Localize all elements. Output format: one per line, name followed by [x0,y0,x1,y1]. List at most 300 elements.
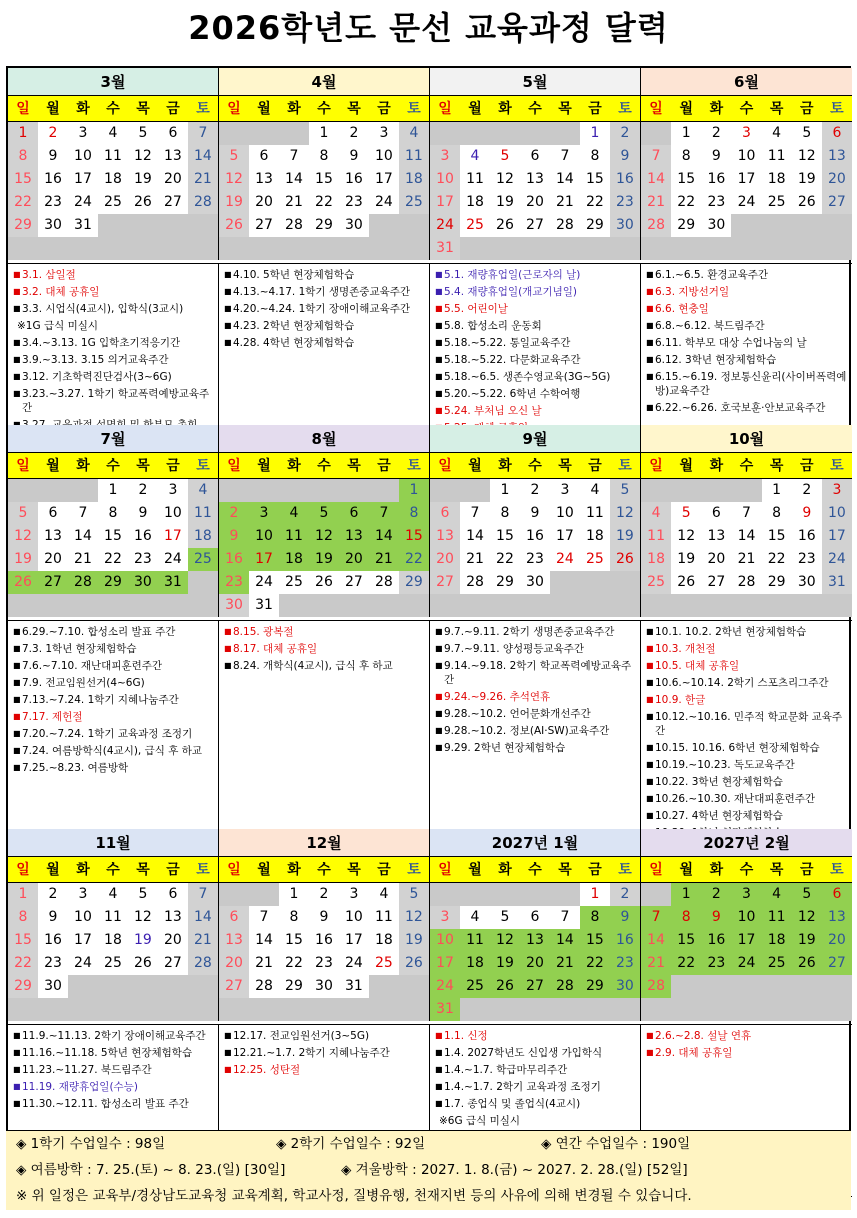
empty-day [68,975,98,998]
event-item: ■ 2.9. 대체 공휴일 [646,1046,848,1060]
event-item: ■ 7.9. 전교임원선거(4~6G) [13,676,214,690]
day-cell: 16 [610,929,640,952]
weekday-label: 금 [166,862,180,878]
event-item: ■ 11.9.~11.13. 2학기 장애이해교육주간 [13,1029,214,1043]
event-item: ■ 10.5. 대체 공휴일 [646,659,848,673]
weekday-label: 월 [468,458,482,474]
empty-day [641,998,671,1021]
day-cell: 18 [188,525,218,548]
day-cell: 30 [707,217,726,233]
day-cell: 7 [470,505,480,521]
event-item: ■ 4.20.~4.24. 1학기 장애이해교육주간 [224,302,425,316]
day-cell: 19 [134,171,152,187]
day-cell: 9 [802,505,812,521]
month-title: 10월 [641,425,852,453]
weekday-label: 목 [347,862,361,878]
event-item: ■ 5.1. 재량휴업일(근로자의 날) [435,268,636,282]
empty-day [731,998,761,1021]
empty-day [158,214,188,237]
month-calendar [641,829,852,1021]
empty-day [731,214,761,237]
empty-day [369,479,399,502]
event-item: ■ 9.7.~9.11. 2학기 생명존중교육주간 [435,625,636,639]
empty-day [792,594,822,617]
day-cell: 17 [556,528,574,544]
day-cell: 26 [315,574,333,590]
day-cell: 4 [590,482,600,498]
day-cell: 3 [249,502,279,525]
day-cell: 9 [319,909,329,925]
empty-day [520,883,550,906]
empty-day [550,998,580,1021]
weekday-label: 목 [347,458,361,474]
day-cell: 1 [319,125,329,141]
day-cell: 31 [255,597,273,613]
day-cell: 16 [44,932,62,948]
day-cell: 16 [345,171,363,187]
day-cell: 19 [496,194,514,210]
day-cell: 15 [315,171,333,187]
month-calendar [641,425,852,617]
weekday-label: 화 [498,862,512,878]
event-item: ■ 7.3. 1학년 현장체험학습 [13,642,214,656]
event-item: ■ 8.17. 대체 공휴일 [224,642,425,656]
weekday-label: 금 [588,458,602,474]
empty-day [580,571,610,594]
day-cell: 7 [369,502,399,525]
weekday-header [219,857,429,883]
month-title: 5월 [430,68,640,96]
day-cell: 8 [772,505,782,521]
summer-vacation: ◈ 여름방학 : 7. 25.(토) ~ 8. 23.(일) [30일] [16,1162,286,1178]
day-cell: 31 [74,217,92,233]
day-cell: 18 [762,929,792,952]
event-item: ■ 6.8.~6.12. 북드림주간 [646,319,848,333]
day-cell: 28 [466,574,484,590]
day-cell: 11 [104,909,122,925]
event-item: ■ 6.15.~6.19. 정보통신윤리(사이버폭력예방)교육주간 [646,370,848,398]
empty-day [399,214,429,237]
day-cell: 3 [822,479,852,502]
event-item: ■ 11.16.~11.18. 5학년 현장체험학습 [13,1046,214,1060]
day-cell: 12 [309,525,339,548]
event-item: ■ 6.29.~7.10. 합성소리 발표 주간 [13,625,214,639]
event-item: ■ 10.1. 10.2. 2학년 현장체험학습 [646,625,848,639]
empty-day [731,237,761,260]
empty-day [731,594,761,617]
day-cell: 7 [560,909,570,925]
empty-day [822,214,852,237]
event-item: ■ 3.2. 대체 공휴일 [13,285,214,299]
event-item: ■ 6.12. 3학년 현장체험학습 [646,353,848,367]
weekday-label: 화 [76,101,90,117]
weekday-label: 토 [196,862,210,878]
annual-days: ◈ 연간 수업일수 : 190일 [541,1136,691,1152]
empty-day [369,214,399,237]
empty-day [158,975,188,998]
weekday-label: 일 [649,101,663,117]
empty-day [671,237,701,260]
day-cell: 24 [430,214,460,237]
weekday-label: 목 [136,101,150,117]
event-item: ■ 7.25.~8.23. 여름방학 [13,761,214,775]
day-cell: 31 [822,571,852,594]
weekday-label: 월 [46,862,60,878]
day-cell: 14 [641,929,671,952]
day-cell: 14 [255,932,273,948]
empty-day [249,237,279,260]
day-grid [219,479,429,617]
weekday-label: 금 [800,101,814,117]
weekday-label: 수 [528,458,542,474]
empty-day [188,571,218,594]
weekday-label: 일 [438,458,452,474]
weekday-label: 월 [679,101,693,117]
day-cell: 3 [78,125,88,141]
day-cell: 21 [369,548,399,571]
day-cell: 1 [108,482,118,498]
day-cell: 14 [466,528,484,544]
day-cell: 2 [138,482,148,498]
empty-day [219,122,249,145]
event-item: ■ 11.23.~11.27. 북드림주간 [13,1063,214,1077]
day-cell: 18 [460,952,490,975]
empty-day [128,237,158,260]
day-grid [641,883,852,1021]
empty-day [792,998,822,1021]
event-item: ■ 12.25. 성탄절 [224,1063,425,1077]
weekday-label: 월 [468,101,482,117]
event-item: ■ 6.11. 학부모 대상 수업나눔의 날 [646,336,848,350]
weekday-label: 목 [347,101,361,117]
day-cell: 25 [460,975,490,998]
empty-day [8,998,38,1021]
day-cell: 21 [74,551,92,567]
month-events [430,263,641,440]
event-item: ■ 3.23.~3.27. 1학기 학교폭력예방교육주간 [13,387,214,415]
event-item: ■ 3.9.~3.13. 3.15 의거교육주간 [13,353,214,367]
weekday-label: 목 [769,862,784,878]
day-cell: 27 [822,191,852,214]
day-cell: 13 [164,148,182,164]
empty-day [671,975,701,998]
month-calendar [430,425,641,617]
month-calendar [219,829,430,1021]
weekday-header [641,96,852,122]
month-title: 11월 [8,829,218,857]
day-cell: 26 [134,194,152,210]
empty-day [279,594,309,617]
day-cell: 10 [430,168,460,191]
empty-day [490,883,520,906]
day-cell: 23 [44,194,62,210]
day-cell: 28 [375,574,393,590]
weekday-label: 월 [46,101,60,117]
empty-day [38,479,68,502]
day-cell: 3 [430,906,460,929]
day-cell: 6 [259,148,269,164]
day-cell: 15 [399,525,429,548]
empty-day [128,998,158,1021]
day-cell: 29 [399,571,429,594]
event-item: ■ 5.5. 어린이날 [435,302,636,316]
empty-day [731,975,761,998]
day-cell: 27 [255,217,273,233]
weekday-label: 화 [76,458,90,474]
empty-day [580,594,610,617]
day-cell: 14 [188,906,218,929]
month-title: 12월 [219,829,429,857]
day-grid [219,883,429,1021]
day-cell: 20 [430,548,460,571]
empty-day [339,237,369,260]
day-cell: 12 [496,171,514,187]
event-item: ■ 1.1. 신정 [435,1029,636,1043]
day-cell: 17 [737,171,756,187]
day-cell: 6 [168,125,178,141]
day-cell: 1 [8,122,38,145]
empty-day [460,883,490,906]
empty-day [550,883,580,906]
day-cell: 10 [737,148,756,164]
semester1-days: ◈ 1학기 수업일수 : 98일 [16,1136,166,1152]
day-cell: 20 [707,551,726,567]
day-cell: 22 [671,952,701,975]
day-cell: 4 [108,125,118,141]
event-item: ■ 11.19. 재량휴업일(수능) [13,1080,214,1094]
day-cell: 24 [164,551,182,567]
event-item: ■ 9.28.~10.2. 정보(AI·SW)교육주간 [435,724,636,738]
weekday-label: 목 [558,458,572,474]
day-cell: 15 [8,929,38,952]
event-item: ■ 8.24. 개학식(4교시), 급식 후 하교 [224,659,425,673]
day-cell: 20 [255,194,273,210]
day-cell: 30 [44,978,62,994]
empty-day [701,975,731,998]
empty-day [430,594,460,617]
event-item: ■ 10.27. 4학년 현장체험학습 [646,809,848,823]
weekday-label: 수 [528,101,542,117]
day-cell: 24 [255,574,273,590]
weekday-label: 일 [227,101,241,117]
weekday-label: 목 [558,101,572,117]
day-cell: 25 [188,548,218,571]
day-cell: 20 [164,932,182,948]
day-cell: 18 [104,932,122,948]
day-cell: 12 [8,525,38,548]
empty-day [369,975,399,998]
day-cell: 3 [349,886,359,902]
empty-day [188,975,218,998]
event-item: ■ 6.22.~6.26. 호국보훈·안보교육주간 [646,401,848,415]
day-cell: 20 [822,929,852,952]
empty-day [158,594,188,617]
day-cell: 28 [737,574,756,590]
day-cell: 27 [164,194,182,210]
month-calendar [8,829,219,1021]
day-cell: 12 [677,528,696,544]
day-cell: 22 [496,551,514,567]
weekday-label: 토 [830,101,844,117]
day-cell: 10 [822,502,852,525]
day-cell: 13 [219,929,249,952]
month-events [430,620,641,843]
day-cell: 21 [188,168,218,191]
weekday-label: 수 [106,862,120,878]
day-cell: 23 [610,191,640,214]
empty-day [279,122,309,145]
empty-day [249,883,279,906]
empty-day [369,594,399,617]
day-grid [430,883,640,1021]
empty-day [520,998,550,1021]
weekday-label: 일 [16,458,30,474]
day-cell: 3 [731,883,761,906]
footer-notice: ※ 위 일정은 교육부/경상남도교육청 교육계획, 학교사정, 질병유행, 천재지변 등의 사유에 의해 변경될 수 있습니다. [16,1188,692,1204]
day-cell: 30 [315,978,333,994]
day-cell: 24 [345,955,363,971]
event-item: ■ 7.6.~7.10. 재난대피훈련주간 [13,659,214,673]
day-cell: 9 [138,505,148,521]
empty-day [610,571,640,594]
day-cell: 2 [711,125,721,141]
event-item: ■ 10.12.~10.16. 민주적 학교문화 교육주간 [646,710,848,738]
day-cell: 6 [530,148,540,164]
day-cell: 12 [490,929,520,952]
weekday-label: 목 [558,862,572,878]
day-cell: 12 [792,906,822,929]
day-grid [8,883,218,1021]
empty-day [641,122,671,145]
day-cell: 5 [802,125,812,141]
day-cell: 22 [767,551,786,567]
empty-day [701,479,731,502]
empty-day [98,237,128,260]
day-cell: 21 [556,194,574,210]
day-cell: 12 [134,148,152,164]
empty-day [520,594,550,617]
weekday-header [641,453,852,479]
day-cell: 29 [8,214,38,237]
event-item: ■ 4.13.~4.17. 1학기 생명존중교육주간 [224,285,425,299]
empty-day [399,594,429,617]
day-cell: 12 [219,168,249,191]
day-cell: 16 [315,932,333,948]
month-events [641,620,852,843]
day-cell: 14 [737,528,756,544]
weekday-label: 월 [257,862,271,878]
day-cell: 17 [74,171,92,187]
day-cell: 27 [526,217,544,233]
event-item: ■ 7.17. 제헌절 [13,710,214,724]
empty-day [490,237,520,260]
month-events [8,263,219,440]
day-cell: 18 [399,168,429,191]
day-cell: 28 [255,978,273,994]
event-item: ■ 5.20.~5.22. 6학년 수학여행 [435,387,636,401]
weekday-label: 화 [709,458,724,474]
day-cell: 13 [822,906,852,929]
empty-day [68,237,98,260]
day-cell: 26 [219,214,249,237]
day-cell: 3 [742,125,751,141]
day-cell: 23 [134,551,152,567]
day-cell: 21 [737,551,756,567]
event-item: ■ 5.18.~5.22. 통일교육주간 [435,336,636,350]
day-cell: 11 [762,906,792,929]
event-item: ※1G 급식 미실시 [17,320,99,332]
day-cell: 3 [379,125,389,141]
event-item: ■ 4.23. 2학년 현장체험학습 [224,319,425,333]
month-title: 7월 [8,425,218,453]
day-cell: 29 [496,574,514,590]
day-cell: 14 [74,528,92,544]
day-cell: 11 [767,148,786,164]
day-cell: 22 [586,194,604,210]
event-item: ■ 6.3. 지방선거일 [646,285,848,299]
day-grid [430,479,640,617]
day-cell: 29 [98,571,128,594]
day-cell: 25 [104,194,122,210]
empty-day [68,594,98,617]
day-cell: 2 [319,886,329,902]
weekday-label: 수 [528,862,542,878]
day-cell: 24 [556,551,574,567]
day-cell: 7 [742,505,751,521]
weekday-header [8,453,218,479]
empty-day [98,975,128,998]
day-cell: 30 [219,594,249,617]
day-cell: 31 [345,978,363,994]
empty-day [98,998,128,1021]
day-cell: 8 [500,505,510,521]
day-cell: 6 [168,886,178,902]
day-cell: 28 [556,217,574,233]
day-cell: 18 [641,548,671,571]
day-cell: 25 [641,571,671,594]
day-cell: 10 [164,505,182,521]
day-cell: 30 [610,975,640,998]
day-cell: 5 [500,909,510,925]
day-cell: 14 [188,145,218,168]
day-cell: 10 [345,909,363,925]
empty-day [249,122,279,145]
day-cell: 20 [164,171,182,187]
day-cell: 20 [339,548,369,571]
month-calendar [219,425,430,617]
weekday-header [8,96,218,122]
day-cell: 2 [530,482,540,498]
empty-day [309,479,339,502]
day-cell: 17 [345,932,363,948]
empty-day [580,998,610,1021]
weekday-label: 일 [438,101,452,117]
event-item: ■ 3.4.~3.13. 1G 입학초기적응기간 [13,336,214,350]
day-cell: 25 [586,551,604,567]
day-cell: 25 [285,574,303,590]
day-cell: 11 [641,525,671,548]
empty-day [490,122,520,145]
empty-day [430,883,460,906]
day-cell: 14 [369,525,399,548]
day-cell: 19 [134,932,152,948]
day-cell: 24 [737,194,756,210]
day-cell: 26 [610,548,640,571]
day-cell: 29 [767,574,786,590]
day-cell: 22 [8,191,38,214]
day-cell: 7 [641,906,671,929]
day-cell: 23 [610,952,640,975]
